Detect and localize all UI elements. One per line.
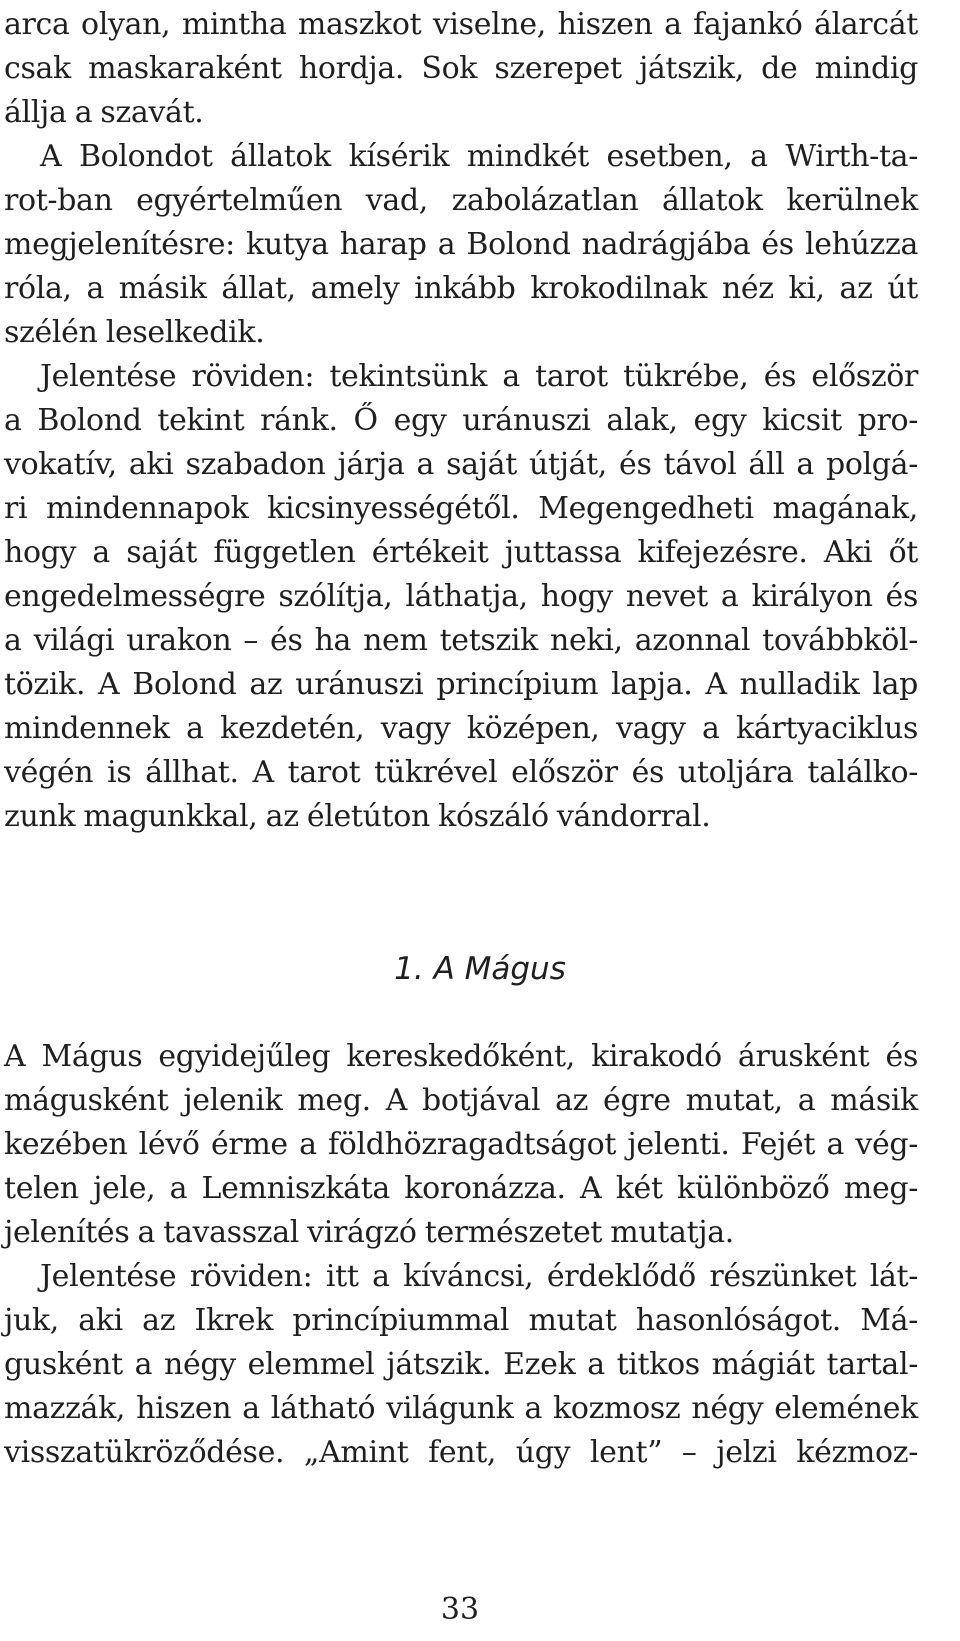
text-line: mindennek a kezdetén, vagy középen, vagy a kártyaciklus — [4, 711, 918, 746]
text-line: róla, a másik állat, amely inkább krokodilnak néz ki, az út — [4, 271, 918, 306]
text-line: végén is állhat. A tarot tükrével először és utoljára találko- — [4, 755, 918, 790]
text-line: a Bolond tekint ránk. Ő egy uránuszi alak, egy kicsit pro- — [4, 403, 918, 438]
text-line: csak maskaraként hordja. Sok szerepet játszik, de mindig — [4, 51, 918, 86]
text-line: telen jele, a Lemniszkáta koronázza. A két különböző meg- — [4, 1171, 918, 1206]
text-line: mágusként jelenik meg. A botjával az égre mutat, a másik — [4, 1083, 918, 1118]
text-line: mazzák, hiszen a látható világunk a kozmosz négy elemének — [4, 1391, 918, 1426]
text-line: Jelentése röviden: itt a kíváncsi, érdeklődő részünket lát- — [40, 1259, 918, 1294]
text-line: A Bolondot állatok kísérik mindkét esetben, a Wirth-ta- — [40, 139, 918, 174]
text-line: jelenítés a tavasszal virágzó természetet mutatja. — [4, 1215, 734, 1250]
text-line: ri mindennapok kicsinyességétől. Megengedheti magának, — [4, 491, 918, 526]
text-line: szélén leselkedik. — [4, 315, 265, 350]
text-line: rot-ban egyértelműen vad, zabolázatlan állatok kerülnek — [4, 183, 918, 218]
text-line: arca olyan, mintha maszkot viselne, hiszen a fajankó álarcát — [4, 7, 918, 42]
text-line: juk, aki az Ikrek princípiummal mutat hasonlóságot. Má- — [4, 1303, 918, 1338]
text-line: visszatükröződése. „Amint fent, úgy lent” – jelzi kézmoz- — [4, 1435, 918, 1470]
text-line: zunk magunkkal, az életúton kószáló vándorral. — [4, 799, 711, 834]
text-line: hogy a saját független értékeit juttassa kifejezésre. Aki őt — [4, 535, 918, 570]
text-line: engedelmességre szólítja, láthatja, hogy nevet a királyon és — [4, 579, 918, 614]
text-line: tözik. A Bolond az uránuszi princípium lapja. A nulladik lap — [4, 667, 918, 702]
page-number: 33 — [440, 1592, 480, 1627]
text-line: gusként a négy elemmel játszik. Ezek a titkos mágiát tartal- — [4, 1347, 918, 1382]
text-line: vokatív, aki szabadon járja a saját útját, és távol áll a polgá- — [4, 447, 918, 482]
text-line: kezében lévő érme a földhözragadtságot jelenti. Fejét a vég- — [4, 1127, 918, 1162]
text-line: Jelentése röviden: tekintsünk a tarot tükrébe, és először — [40, 359, 918, 394]
text-line: A Mágus egyidejűleg kereskedőként, kirakodó árusként és — [4, 1039, 918, 1074]
text-line: megjelenítésre: kutya harap a Bolond nadrágjába és lehúzza — [4, 227, 918, 262]
text-line: állja a szavát. — [4, 95, 204, 130]
text-line: a világi urakon – és ha nem tetszik neki, azonnal továbbköl- — [4, 623, 918, 658]
chapter-heading: 1. A Mágus — [394, 951, 566, 987]
